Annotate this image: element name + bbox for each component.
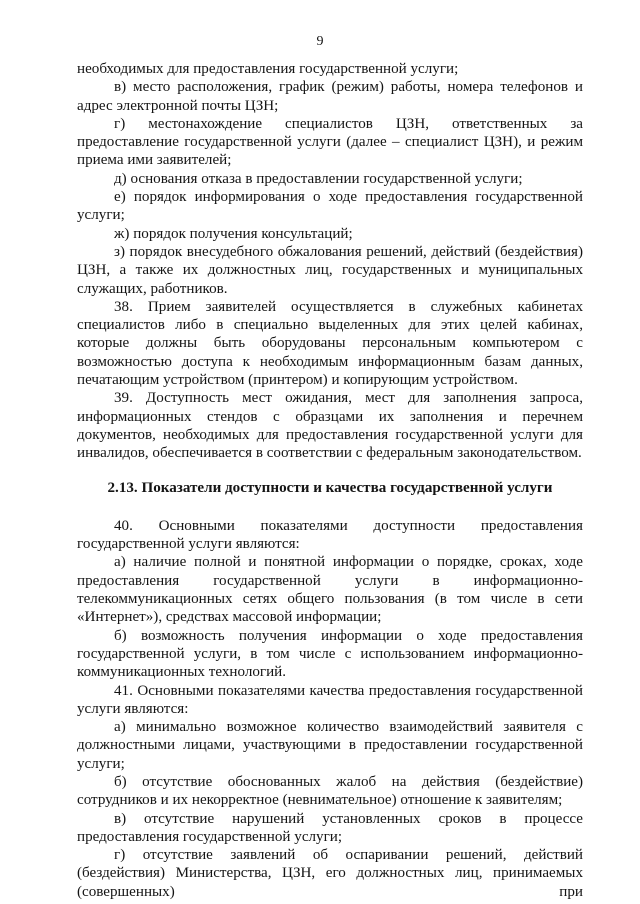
list-item: б) возможность получения информации о ходе предоставления государственной услуги, в том числе с использованием информационно-коммуникационных технологий. xyxy=(77,627,583,681)
list-item: в) место расположения, график (режим) работы, номера телефонов и адрес электронной почты ЦЗН; xyxy=(77,79,583,114)
list-item: з) порядок внесудебного обжалования решений, действий (бездействия) ЦЗН, а также их должностных лиц, государственных и муниципальных служащих, работников. xyxy=(77,243,583,297)
list-item: б) отсутствие обоснованных жалоб на действия (бездействие) сотрудников и их некорректное (невнимательное) отношение к заявителям; xyxy=(77,773,583,809)
list-item: а) наличие полной и понятной информации о порядке, сроках, ходе предоставления государственной услуги в информационно-телекоммуникационных сетях общего пользования (в том числе в сети «Интернет»), средствах массовой информации; xyxy=(77,554,583,626)
list-item: д) основания отказа в предоставлении государственной услуги; xyxy=(114,170,523,187)
list-item: г) местонахождение специалистов ЦЗН, ответственных за предоставление государственной услуги (далее – специалист ЦЗН), и режим приема ими заявителей; xyxy=(77,115,583,169)
list-item: г) отсутствие заявлений об оспаривании решений, действий (бездействия) Министерства, ЦЗН, его должностных лиц, принимаемых (совершенных) при xyxy=(77,847,583,900)
paragraph: 38. Прием заявителей осуществляется в служебных кабинетах специалистов либо в специально выделенных для этих целей кабинах, которые должны быть оборудованы персональным компьютером с возможностью доступа к необходимым информационным базам данных, печатающим устройством (принтером) и копирующим устройством. xyxy=(77,298,583,389)
paragraph: 41. Основными показателями качества предоставления государственной услуги являются: xyxy=(77,682,583,717)
list-item: е) порядок информирования о ходе предоставления государственной услуги; xyxy=(77,189,583,224)
section-heading: 2.13. Показатели доступности и качества государственной услуги xyxy=(107,479,553,496)
list-item: а) минимально возможное количество взаимодействий заявителя с должностными лицами, участвующими в предоставлении государственной услуги; xyxy=(77,719,583,772)
list-item: в) отсутствие нарушений установленных сроков в процессе предоставления государственной услуги; xyxy=(77,810,583,845)
list-item: ж) порядок получения консультаций; xyxy=(114,225,353,242)
paragraph: 39. Доступность мест ожидания, мест для заполнения запроса, информационных стендов с образцами их заполнения и перечнем документов, необходимых для предоставления государственной услуги для инвалидов, обеспечивается в соответствии с федеральным законодательством. xyxy=(77,390,583,462)
document-body xyxy=(77,60,583,901)
paragraph: 40. Основными показателями доступности предоставления государственной услуги являются: xyxy=(77,517,583,553)
paragraph: необходимых для предоставления государственной услуги; xyxy=(77,61,459,77)
page-number: 9 xyxy=(316,34,324,49)
